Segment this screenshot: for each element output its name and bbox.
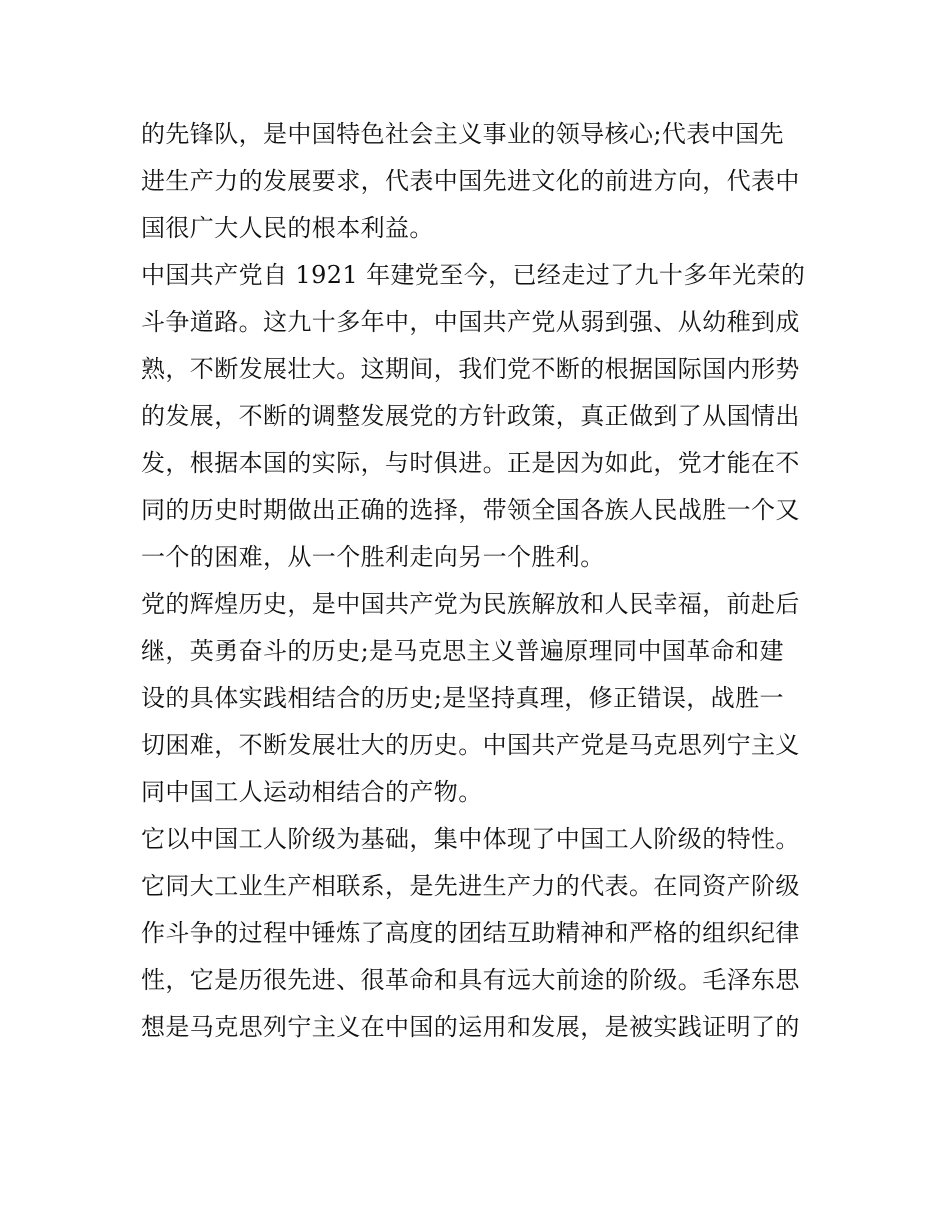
paragraph-4	[141, 816, 821, 1051]
text-line: 它以中国工人阶级为基础，集中体现了中国工人阶级的特性。	[141, 825, 800, 853]
text-line: 的先锋队，是中国特色社会主义事业的领导核心;代表中国先	[141, 120, 784, 148]
text-line: 同中国工人运动相结合的产物。	[141, 778, 483, 806]
text-line: 切困难，不断发展壮大的历史。中国共产党是马克思列宁主义	[141, 731, 800, 759]
text-line: 它同大工业生产相联系，是先进生产力的代表。在同资产阶级	[141, 872, 800, 900]
text-line: 性，它是历很先进、很革命和具有远大前途的阶级。毛泽东思	[141, 966, 800, 994]
text-line: 设的具体实践相结合的历史;是坚持真理，修正错误，战胜一	[141, 684, 784, 712]
text-line: 继，英勇奋斗的历史;是马克思主义普遍原理同中国革命和建	[141, 637, 784, 665]
text-line: 进生产力的发展要求，代表中国先进文化的前进方向，代表中	[141, 167, 800, 195]
text-line: 中国共产党自 1921 年建党至今，已经走过了九十多年光荣的	[141, 261, 806, 289]
document-body	[141, 111, 821, 1051]
text-line: 一个的困难，从一个胜利走向另一个胜利。	[141, 543, 605, 571]
text-line: 国很广大人民的根本利益。	[141, 214, 434, 242]
text-line: 党的辉煌历史，是中国共产党为民族解放和人民幸福，前赴后	[141, 590, 800, 618]
text-line: 作斗争的过程中锤炼了高度的团结互助精神和严格的组织纪律	[141, 919, 800, 947]
paragraph-3	[141, 581, 821, 816]
text-line: 熟，不断发展壮大。这期间，我们党不断的根据国际国内形势	[141, 355, 800, 383]
text-line: 想是马克思列宁主义在中国的运用和发展，是被实践证明了的	[141, 1013, 800, 1041]
paragraph-1	[141, 111, 821, 252]
text-line: 发，根据本国的实际，与时俱进。正是因为如此，党才能在不	[141, 449, 800, 477]
text-line: 斗争道路。这九十多年中，中国共产党从弱到强、从幼稚到成	[141, 308, 800, 336]
text-line: 同的历史时期做出正确的选择，带领全国各族人民战胜一个又	[141, 496, 800, 524]
paragraph-2	[141, 252, 821, 581]
text-line: 的发展，不断的调整发展党的方针政策，真正做到了从国情出	[141, 402, 800, 430]
